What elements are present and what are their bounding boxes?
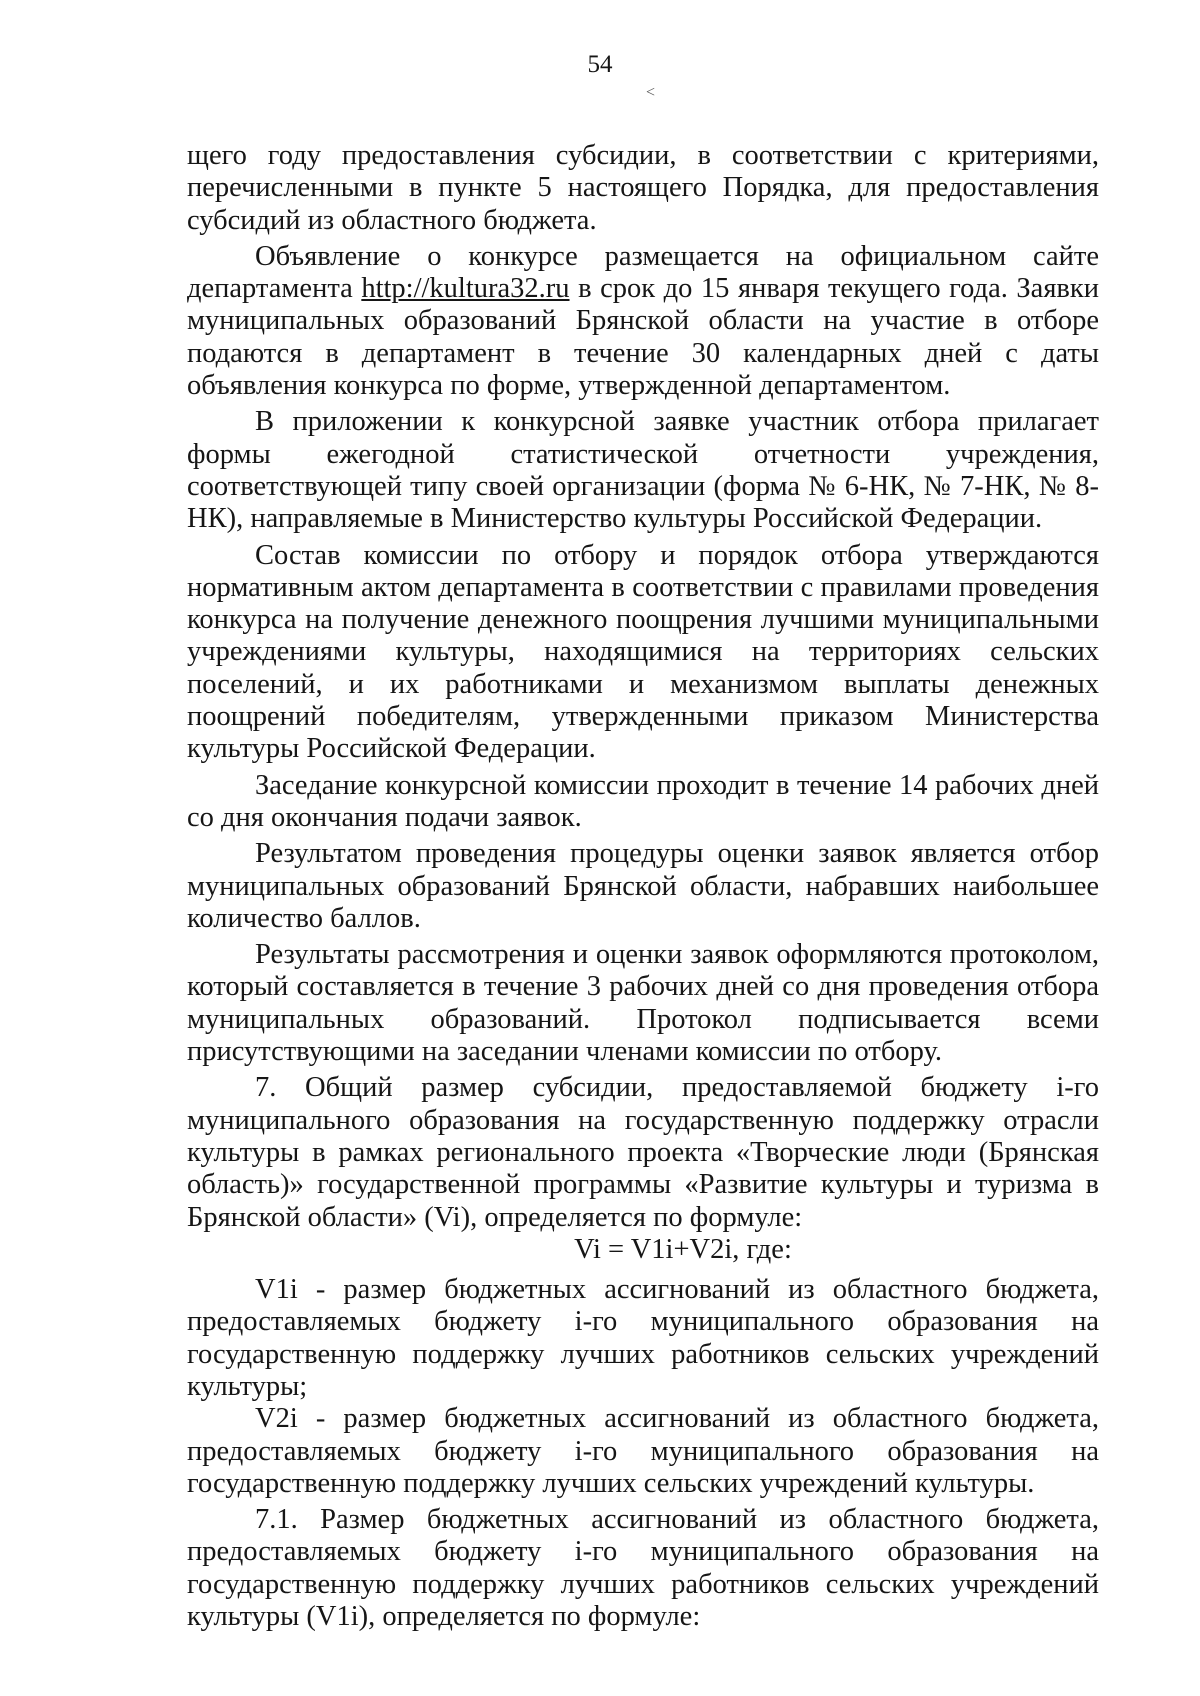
paragraph-commission: Состав комиссии по отбору и порядок отбора утверждаются нормативным актом департамента в соответствии с правилами проведения конкурса на получение денежного поощрения лучшими муниципальными учреждениями культуры, находящимися на территориях сельских поселений, и их работниками и механизмом выплаты денежных поощрений победителям, утвержденными приказом Министерства культуры Российской Федерации. [187,539,1099,765]
paragraph-attachments: В приложении к конкурсной заявке участник отбора прилагает формы ежегодной статистической отчетности учреждения, соответствующей типу своей организации (форма № 6-НК, № 7-НК, № 8-НК), направляемые в Министерство культуры Российской Федерации. [187,406,1099,535]
pen-mark: ˂ [646,84,656,101]
formula: Vi = V1i+V2i, где: [574,1233,792,1265]
definition-v2i: V2i - размер бюджетных ассигнований из областного бюджета, предоставляемых бюджету i-го муниципального образования на государственную поддержку лучших сельских учреждений культуры. [187,1403,1099,1499]
document-body [187,140,1099,1633]
paragraph-meeting: Заседание конкурсной комиссии проходит в течение 14 рабочих дней со дня окончания подачи заявок. [187,769,1099,833]
paragraph-7-1: 7.1. Размер бюджетных ассигнований из областного бюджета, предоставляемых бюджету i-го муниципального образования на государственную поддержку лучших работников сельских учреждений культуры (V1i), определяется по формуле: [187,1504,1099,1633]
paragraph-text: Объявление о конкурсе размещается на официальном сайте департамента [187,240,1099,305]
paragraph-continuation: щего году предоставления субсидии, в соответствии с критериями, перечисленными в пункте 5 настоящего Порядка, для предоставления субсидий из областного бюджета. [187,140,1099,236]
website-link[interactable]: http://kultura32.ru [361,273,570,305]
paragraph-subsidy-size: 7. Общий размер субсидии, предоставляемой бюджету i-го муниципального образования на государственную поддержку отрасли культуры в рамках регионального проекта «Творческие люди (Брянская область)» государственной программы «Развитие культуры и туризма в Брянской области» (Vi), определяется по формуле: [187,1072,1099,1233]
paragraph-protocol: Результаты рассмотрения и оценки заявок оформляются протоколом, который составляется в течение 3 рабочих дней со дня проведения отбора муниципальных образований. Протокол подписывается всеми присутствующими на заседании членами комиссии по отбору. [187,939,1099,1068]
definition-v1i: V1i - размер бюджетных ассигнований из областного бюджета, предоставляемых бюджету i-го муниципального образования на государственную поддержку лучших работников сельских учреждений культуры; [187,1274,1099,1402]
paragraph-result: Результатом проведения процедуры оценки заявок является отбор муниципальных образований Брянской области, набравших наибольшее количество баллов. [187,838,1099,934]
paragraph-announcement [187,241,1099,402]
paragraph-text: в срок до 15 января текущего года. Заявки муниципальных образований Брянской области на участие в отборе подаются в департамент в течение 30 календарных дней с даты объявления конкурса по форме, утвержденной департаментом. [187,273,1099,402]
page-number: 54 [587,51,613,78]
